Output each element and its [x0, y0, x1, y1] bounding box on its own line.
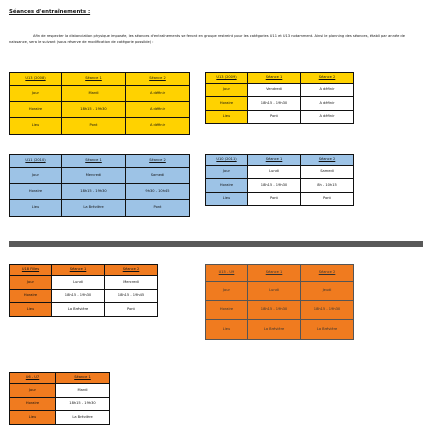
table-category-header: U13 (2008): [10, 73, 62, 86]
row-label-day: Jour: [10, 86, 62, 102]
table-cell: Mardi: [56, 384, 110, 398]
table-cell: Pont: [248, 193, 301, 206]
table-cell: 8h - 10h15: [301, 179, 354, 193]
row-label-place: Lieu: [206, 320, 248, 340]
table-cell: A définir: [126, 102, 190, 118]
table-cell: Jeudi: [301, 282, 354, 301]
section-separator: [9, 241, 423, 247]
table-cell: Pont: [126, 200, 190, 217]
table-category-header: U18 Filles: [10, 265, 52, 276]
session-2-header: Séance 2: [105, 265, 158, 276]
table-cell: La Brévière: [301, 320, 354, 340]
table-cell: 18h15 - 19h30: [52, 290, 105, 303]
table-cell: A définir: [126, 86, 190, 102]
schedule-table-u15-u9: [205, 264, 354, 340]
row-label-place: Lieu: [206, 193, 248, 206]
table-cell: Lundi: [248, 282, 301, 301]
table-cell: La Brévière: [62, 200, 126, 217]
schedule-table-u11-2010: [9, 154, 190, 217]
table-cell: Pont: [105, 303, 158, 317]
schedule-table-u10-2011: [205, 154, 354, 206]
row-label-day: Jour: [206, 282, 248, 301]
table-cell: 18h15 - 19h30: [248, 301, 301, 320]
row-label-time: Horaire: [10, 290, 52, 303]
row-label-day: Jour: [206, 84, 248, 97]
row-label-time: Horaire: [206, 97, 248, 111]
table-cell: La Brévière: [52, 303, 105, 317]
row-label-place: Lieu: [10, 118, 62, 135]
row-label-time: Horaire: [206, 301, 248, 320]
table-cell: Mercredi: [62, 168, 126, 184]
schedule-table-u13-2009: [205, 72, 354, 124]
session-1-header: Séance 1: [248, 155, 301, 166]
row-label-place: Lieu: [10, 303, 52, 317]
table-cell: 18h15 - 19h30: [248, 97, 301, 111]
session-1-header: Séance 1: [248, 73, 301, 84]
table-cell: 9h30 - 10h45: [126, 184, 190, 200]
table-cell: A définir: [301, 111, 354, 124]
table-cell: Samedi: [301, 166, 354, 179]
table-cell: A définir: [126, 118, 190, 135]
table-cell: Pont: [248, 111, 301, 124]
session-1-header: Séance 1: [52, 265, 105, 276]
table-cell: La Brévière: [56, 411, 110, 425]
row-label-time: Horaire: [10, 184, 62, 200]
row-label-time: Horaire: [206, 179, 248, 193]
session-2-header: Séance 2: [126, 155, 190, 168]
row-label-day: Jour: [10, 168, 62, 184]
row-label-place: Lieu: [10, 200, 62, 217]
row-label-time: Horaire: [10, 398, 56, 411]
table-category-header: U11 (2010): [10, 155, 62, 168]
table-cell: Pont: [62, 118, 126, 135]
session-2-header: Séance 2: [126, 73, 190, 86]
table-cell: Lundi: [52, 276, 105, 290]
table-cell: La Brévière: [248, 320, 301, 340]
table-cell: Lundi: [248, 166, 301, 179]
table-category-header: U10 (2011): [206, 155, 248, 166]
table-cell: 18h15 - 19h30: [56, 398, 110, 411]
session-1-header: Séance 1: [62, 155, 126, 168]
session-2-header: Séance 2: [301, 73, 354, 84]
schedule-table-u13-2008: [9, 72, 190, 135]
session-2-header: Séance 2: [301, 155, 354, 166]
schedule-table-u18-filles: [9, 264, 158, 317]
table-cell: 18h15 - 19h30: [301, 301, 354, 320]
row-label-day: Jour: [10, 276, 52, 290]
table-cell: A définir: [301, 97, 354, 111]
table-cell: 18h15 - 19h30: [248, 179, 301, 193]
row-label-day: Jour: [206, 166, 248, 179]
table-cell: Pont: [301, 193, 354, 206]
table-cell: 18h15 - 19h45: [105, 290, 158, 303]
table-cell: Mercredi: [105, 276, 158, 290]
table-cell: Vendredi: [248, 84, 301, 97]
table-category-header: U6 - U7: [10, 373, 56, 384]
row-label-place: Lieu: [206, 111, 248, 124]
session-1-header: Séance 1: [56, 373, 110, 384]
session-1-header: Séance 1: [248, 265, 301, 282]
table-cell: 18h15 - 19h30: [62, 102, 126, 118]
intro-paragraph: Afin de respecter la distanciation physique imposée, les séances d'entraînements se feront en groupe restreint pour les catégories U11 et U13 notamment. Ainsi le planning des séances, établi par année de naissance, sera le suivant (sous réserve de modification de catégorie possible) :: [9, 34, 405, 45]
table-category-header: U13 (2009): [206, 73, 248, 84]
table-category-header: U15 - U9: [206, 265, 248, 282]
session-2-header: Séance 2: [301, 265, 354, 282]
schedule-table-u6-u7: [9, 372, 110, 425]
row-label-time: Horaire: [10, 102, 62, 118]
table-cell: A définir: [301, 84, 354, 97]
table-cell: 18h15 - 19h30: [62, 184, 126, 200]
page-title: Séances d'entraînements :: [9, 9, 91, 15]
table-cell: Samedi: [126, 168, 190, 184]
row-label-day: Jour: [10, 384, 56, 398]
row-label-place: Lieu: [10, 411, 56, 425]
table-cell: Mardi: [62, 86, 126, 102]
session-1-header: Séance 1: [62, 73, 126, 86]
